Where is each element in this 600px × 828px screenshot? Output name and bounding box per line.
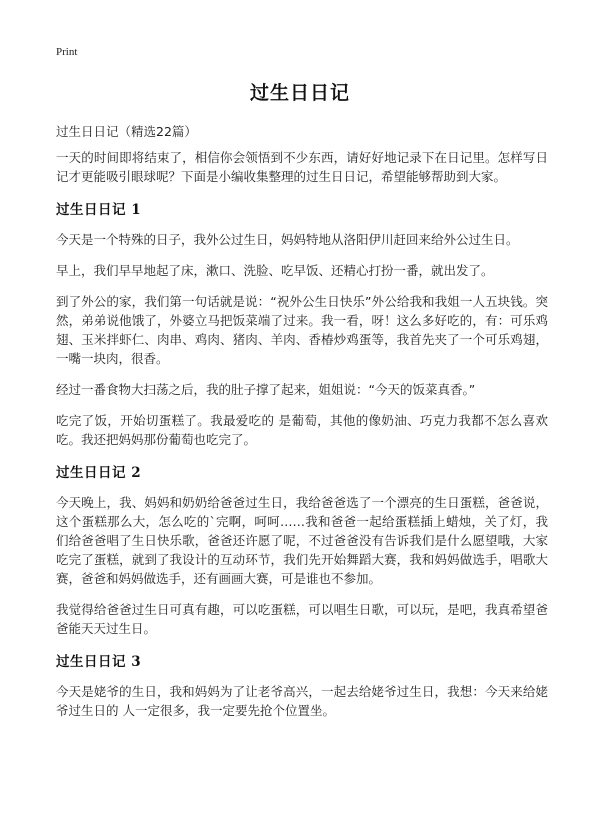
print-link[interactable]: Print xyxy=(56,46,78,58)
article-body xyxy=(56,148,548,732)
page-title: 过生日日记 xyxy=(249,82,350,104)
section-heading xyxy=(56,198,548,218)
section-heading xyxy=(56,461,548,481)
section-heading-text: 过生日日记 xyxy=(56,202,126,218)
paragraph: 经过一番食物大扫荡之后，我的肚子撑了起来，姐姐说：“今天的饭菜真香。” xyxy=(56,382,476,397)
paragraph: 今天是姥爷的生日，我和妈妈为了让老爷高兴，一起去给姥爷过生日，我想：今天来给姥爷过生日的 人一定很多，我一定要先抢个位置坐。 xyxy=(56,684,548,718)
intro-paragraph: 一天的时间即将结束了，相信你会领悟到不少东西，请好好地记录下在日记里。怎样写日记才更能吸引眼球呢？下面是小编收集整理的过生日日记，希望能够帮助到大家。 xyxy=(56,150,548,184)
document-subtitle: 过生日日记（精选22篇） xyxy=(56,124,197,139)
diary-section-1 xyxy=(56,198,548,449)
paragraph: 吃完了饭，开始切蛋糕了。我最爱吃的 是葡萄，其他的像奶油、巧克力我都不怎么喜欢吃。我还把妈妈那份葡萄也吃完了。 xyxy=(56,413,548,447)
section-heading-number: 1 xyxy=(131,202,142,218)
section-heading-text: 过生日日记 xyxy=(56,465,126,481)
section-heading-text: 过生日日记 xyxy=(56,654,126,670)
section-heading-number: 2 xyxy=(131,465,142,481)
diary-section-2 xyxy=(56,461,548,638)
paragraph: 今天是一个特殊的日子，我外公过生日，妈妈特地从洛阳伊川赶回来给外公过生日。 xyxy=(56,232,519,247)
section-heading xyxy=(56,650,548,670)
diary-section-3 xyxy=(56,650,548,720)
paragraph: 今天晚上，我、妈妈和奶奶给爸爸过生日，我给爸爸选了一个漂亮的生日蛋糕，爸爸说，这个蛋糕那么大，怎么吃的`完啊，呵呵……我和爸爸一起给蛋糕插上蜡烛，关了灯，我们给爸爸唱了生日快乐歌，爸爸还许愿了呢，不过爸爸没有告诉我们是什么愿望哦，大家吃完了蛋糕，就到了我设计的互动环节，我们先开始舞蹈大赛，我和妈妈做选手，唱歌大赛，爸爸和妈妈做选手，还有画画大赛，可是谁也不参加。 xyxy=(56,495,548,586)
paragraph: 我觉得给爸爸过生日可真有趣，可以吃蛋糕，可以唱生日歌，可以玩，是吧，我真希望爸爸能天天过生日。 xyxy=(56,602,548,636)
paragraph: 到了外公的家，我们第一句话就是说：“祝外公生日快乐”外公给我和我姐一人五块钱。突然，弟弟说他饿了，外婆立马把饭菜端了过来。我一看，呀！这么多好吃的，有：可乐鸡翅、玉米拌虾仁、肉串、鸡肉、猪肉、羊肉、香椿炒鸡蛋等，我首先夹了一个可乐鸡翅，一嘴一块肉，很香。 xyxy=(56,294,548,366)
section-heading-number: 3 xyxy=(131,654,142,670)
paragraph: 早上，我们早早地起了床，漱口、洗脸、吃早饭、还精心打扮一番，就出发了。 xyxy=(56,263,494,278)
